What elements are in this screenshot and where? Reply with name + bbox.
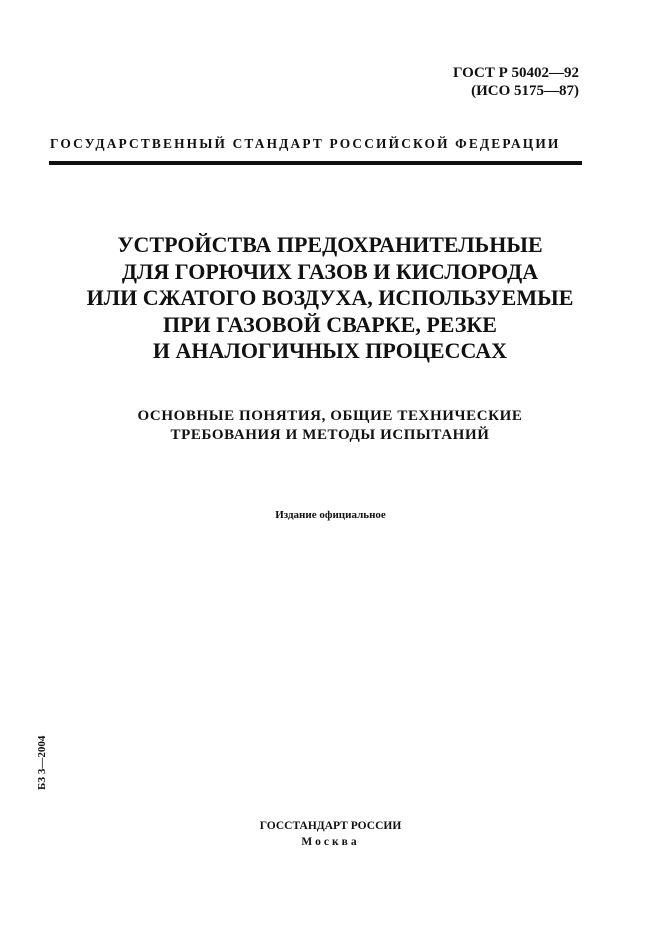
title-line: ПРИ ГАЗОВОЙ СВАРКЕ, РЕЗКЕ: [163, 311, 497, 337]
subtitle-line: ОСНОВНЫЕ ПОНЯТИЯ, ОБЩИЕ ТЕХНИЧЕСКИЕ: [137, 408, 523, 424]
document-title: [30, 232, 630, 365]
subtitle-line: ТРЕБОВАНИЯ И МЕТОДЫ ИСПЫТАНИЙ: [170, 426, 490, 443]
edition-label: Издание официальное: [275, 509, 386, 521]
side-code: БЗ 3—2004: [36, 735, 48, 790]
gost-code: ГОСТ Р 50402—92: [452, 65, 579, 81]
publisher-city: Москва: [301, 836, 360, 848]
iso-code: (ИСО 5175—87): [471, 83, 579, 99]
heading-divider: [49, 161, 582, 165]
title-line: ДЛЯ ГОРЮЧИХ ГАЗОВ И КИСЛОРОДА: [121, 258, 539, 284]
title-line: ИЛИ СЖАТОГО ВОЗДУХА, ИСПОЛЬЗУЕМЫЕ: [86, 285, 574, 310]
publisher-block: [200, 818, 461, 850]
title-line: УСТРОЙСТВА ПРЕДОХРАНИТЕЛЬНЫЕ: [117, 232, 543, 257]
document-subtitle: [30, 407, 630, 444]
title-line: И АНАЛОГИЧНЫХ ПРОЦЕССАХ: [152, 338, 508, 363]
publisher-name: ГОССТАНДАРТ РОССИИ: [259, 820, 402, 832]
state-standard-heading: ГОСУДАРСТВЕННЫЙ СТАНДАРТ РОССИЙСКОЙ ФЕДЕРАЦИИ: [50, 136, 561, 151]
document-codes: [453, 64, 579, 100]
